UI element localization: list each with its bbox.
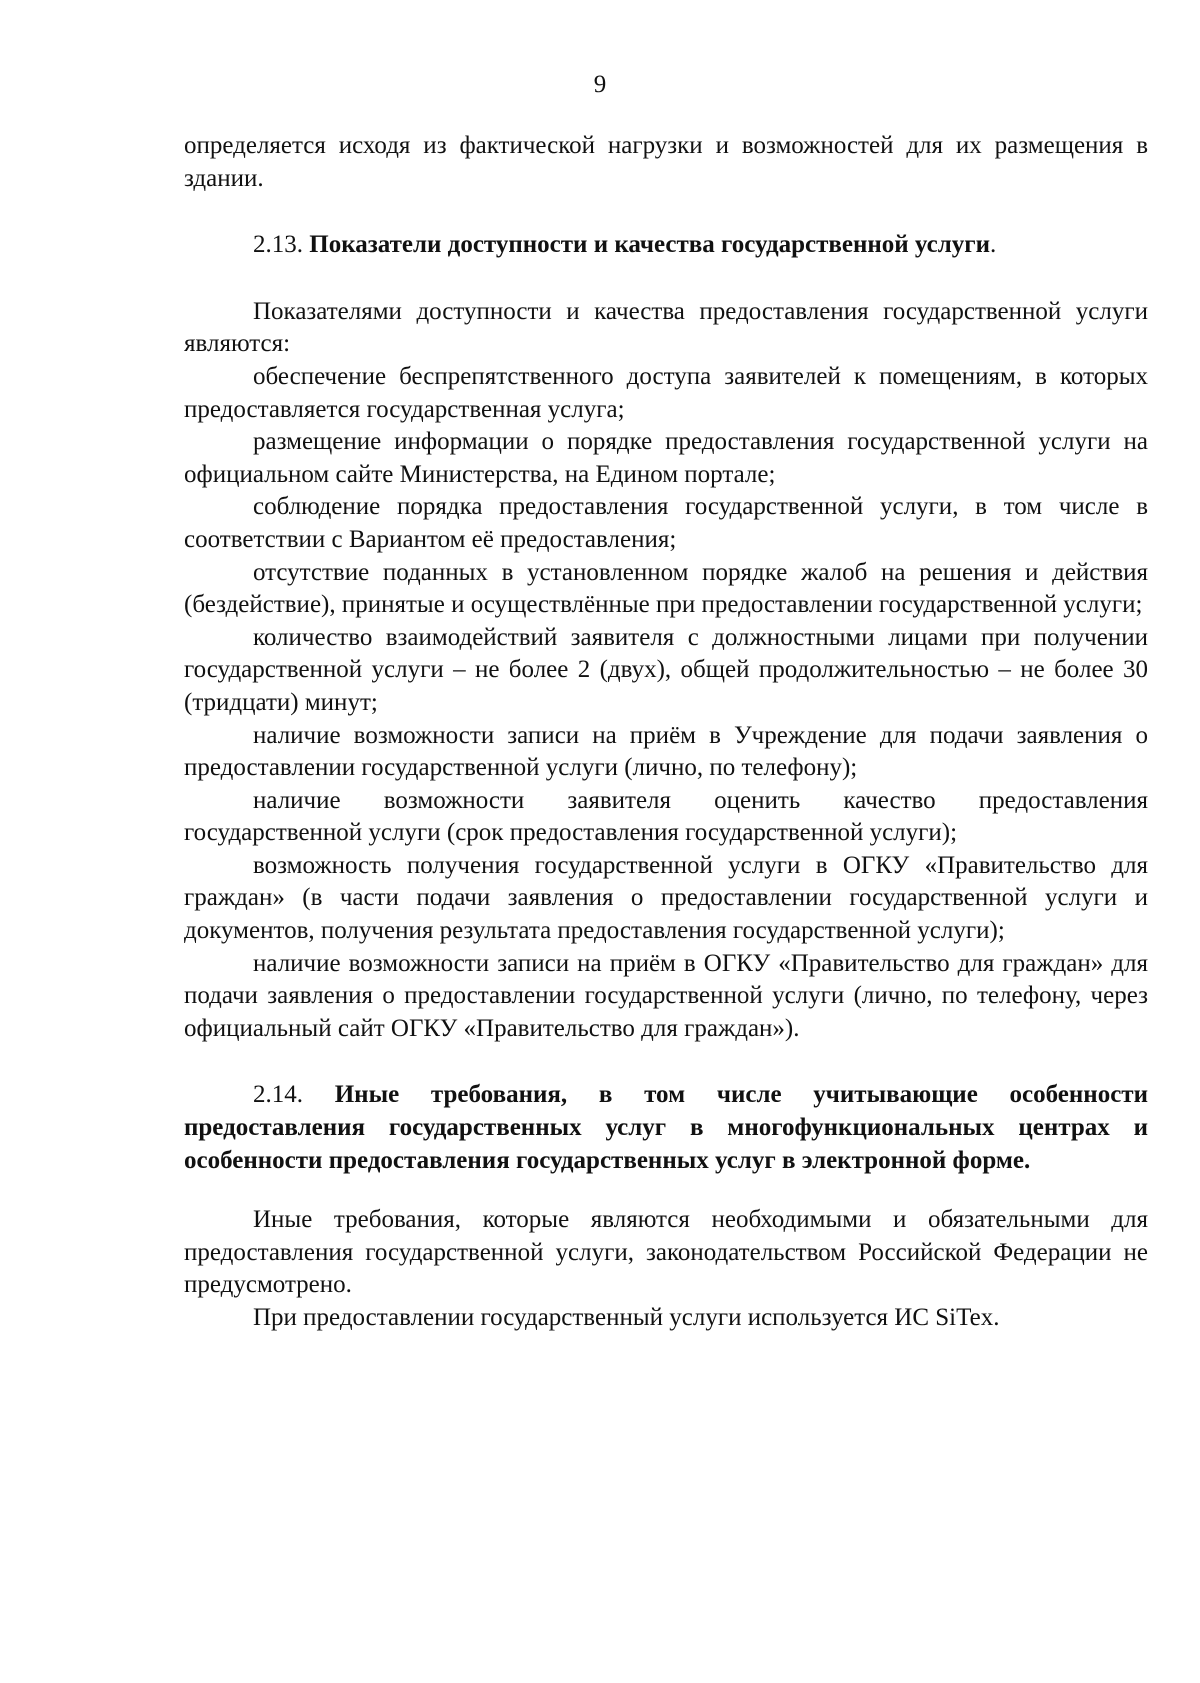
paragraph-other-requirements: Иные требования, которые являются необходимыми и обязательными для предоставления государственной услуги, законодательством Российской Федерации не предусмотрено. xyxy=(184,1206,1148,1299)
paragraph-indicators-intro: Показателями доступности и качества предоставления государственной услуги являются: xyxy=(184,297,1148,358)
document-body xyxy=(184,130,1148,1335)
page-number: 9 xyxy=(593,71,607,98)
section-heading-2-14 xyxy=(184,1079,1148,1177)
paragraph-indicator-rating: наличие возможности заявителя оценить качество предоставления государственной услуги (срок предоставления государственной услуги); xyxy=(184,786,1148,847)
paragraph-indicator-mfc-appointment: наличие возможности записи на приём в ОГКУ «Правительство для граждан» для подачи заявления о предоставлении государственной услуги (лично, по телефону, через официальный сайт ОГКУ «Правительство для граждан»). xyxy=(184,949,1148,1042)
section-heading-2-13 xyxy=(184,229,1148,262)
paragraph-indicator-access: обеспечение беспрепятственного доступа заявителей к помещениям, в которых предоставляется государственная услуга; xyxy=(184,362,1148,423)
section-title-period: . xyxy=(990,231,997,259)
paragraph-continuation: определяется исходя из фактической нагрузки и возможностей для их размещения в здании. xyxy=(184,132,1148,192)
section-number: 2.14. xyxy=(253,1081,303,1109)
paragraph-indicator-interactions: количество взаимодействий заявителя с должностными лицами при получении государственной услуги – не более 2 (двух), общей продолжительностью – не более 30 (тридцати) минут; xyxy=(184,623,1148,716)
paragraph-indicator-complaints: отсутствие поданных в установленном порядке жалоб на решения и действия (бездействие), принятые и осуществлённые при предоставлении государственной услуги; xyxy=(184,558,1148,619)
section-number: 2.13. xyxy=(253,231,303,259)
section-title: Иные требования, в том числе учитывающие особенности предоставления государственных услуг в многофункциональных центрах и особенности предоставления государственных услуг в электронной форме. xyxy=(184,1081,1148,1174)
paragraph-indicator-procedure: соблюдение порядка предоставления государственной услуги, в том числе в соответствии с Вариантом её предоставления; xyxy=(184,493,1148,553)
section-title: Показатели доступности и качества государственной услуги xyxy=(309,231,991,259)
paragraph-indicator-appointment: наличие возможности записи на приём в Учреждение для подачи заявления о предоставлении государственной услуги (лично, по телефону); xyxy=(184,721,1148,782)
paragraph-indicator-information: размещение информации о порядке предоставления государственной услуги на официальном сайте Министерства, на Едином портале; xyxy=(184,428,1148,488)
paragraph-indicator-mfc: возможность получения государственной услуги в ОГКУ «Правительство для граждан» (в части подачи заявления о предоставлении государственной услуги и документов, получения результата предоставления государственной услуги); xyxy=(184,851,1148,945)
paragraph-information-system: При предоставлении государственный услуги используется ИС SiTex. xyxy=(253,1304,1000,1331)
